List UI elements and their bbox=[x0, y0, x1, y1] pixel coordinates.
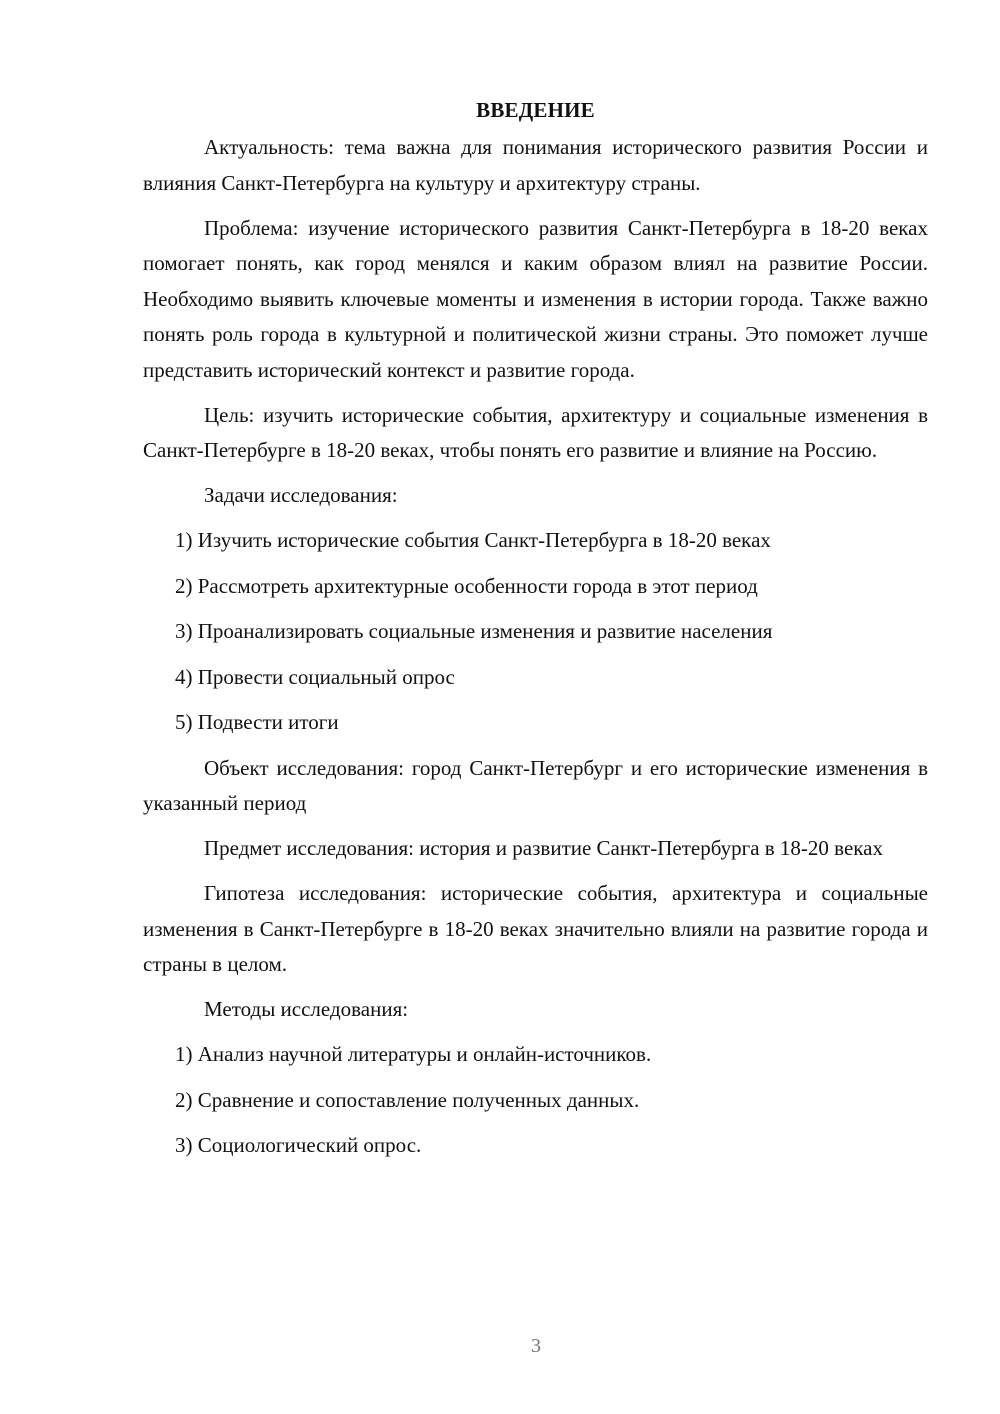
task-item: 3) Проанализировать социальные изменения и развитие населения bbox=[175, 619, 773, 643]
problem-paragraph: Проблема: изучение исторического развития Санкт-Петербурга в 18-20 веках помогает понять, как город менялся и каким образом влиял на развитие России. Необходимо выявить ключевые моменты и изменения в истории города. Также важно понять роль города в культурной и политической жизни страны. Это поможет лучше представить исторический контекст и развитие города. bbox=[143, 215, 928, 382]
object-paragraph: Объект исследования: город Санкт-Петербург и его исторические изменения в указанный период bbox=[143, 755, 928, 815]
method-item: 1) Анализ научной литературы и онлайн-источников. bbox=[175, 1042, 652, 1066]
method-item: 3) Социологический опрос. bbox=[175, 1133, 422, 1157]
method-item: 2) Сравнение и сопоставление полученных данных. bbox=[175, 1087, 640, 1112]
hypothesis-paragraph: Гипотеза исследования: исторические события, архитектура и социальные изменения в Санкт-Петербурге в 18-20 веках значительно влияли на развитие города и страны в целом. bbox=[143, 881, 928, 976]
goal-paragraph: Цель: изучить исторические события, архитектуру и социальные изменения в Санкт-Петербурге в 18-20 веках, чтобы понять его развитие и влияние на Россию. bbox=[143, 402, 928, 462]
tasks-heading: Задачи исследования: bbox=[204, 483, 398, 507]
methods-heading: Методы исследования: bbox=[204, 997, 409, 1021]
task-item: 5) Подвести итоги bbox=[175, 710, 339, 734]
task-item: 1) Изучить исторические события Санкт-Петербурга в 18-20 веках bbox=[175, 528, 771, 552]
task-item: 4) Провести социальный опрос bbox=[175, 664, 455, 689]
document-page bbox=[143, 92, 928, 1174]
document-title: ВВЕДЕНИЕ bbox=[476, 98, 595, 122]
task-item: 2) Рассмотреть архитектурные особенности города в этот период bbox=[175, 573, 758, 598]
page-number: 3 bbox=[531, 1335, 541, 1357]
subject-paragraph: Предмет исследования: история и развитие Санкт-Петербурга в 18-20 веках bbox=[204, 836, 883, 860]
relevance-paragraph: Актуальность: тема важна для понимания исторического развития России и влияния Санкт-Петербурга на культуру и архитектуру страны. bbox=[143, 135, 928, 195]
